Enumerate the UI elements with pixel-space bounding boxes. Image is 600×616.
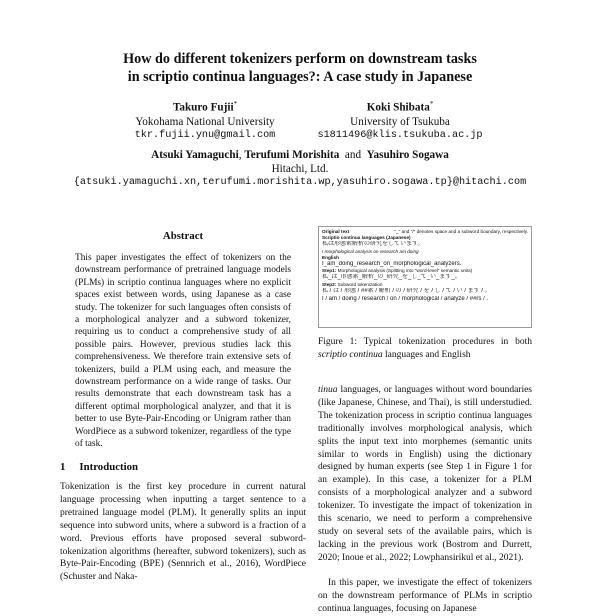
figure-step2-japanese: 私 / は / 形態 / ##素 / 解析 / の / 研究 / を / し / て / い / ます / 。: [322, 288, 491, 295]
author-name: Terufumi Morishita: [244, 149, 340, 161]
figure-japanese-sentence: 私は形態素解析の研究をしています。: [322, 241, 424, 248]
author-name: Koki Shibata: [366, 101, 430, 114]
paragraph-text: languages, or languages without word boundaries (like Japanese, Chinese, and Thai), is still understudied. The tokenization process in scriptio continua languages traditionally involves morphological analysis, which splits the input text into morphemes (semantic units similar to words in English) using the dictionary designed by human experts (see Step 1 in Figure 1 for an example). In this case, a tokenizer for a PLM consists of a morphological analyzer and a subword tokenizer. To investigate the impact of tokenization in this scenario, we need to perform a comprehensive study on several sets of the available pairs, which is lacking in the previous work (Bostrom and Durrett, 2020; Inoue et al., 2022; Lowphansirikul et al., 2021).: [318, 385, 533, 563]
equal-contribution-mark: *: [233, 100, 238, 108]
caption-prefix: Figure 1: Typical tokenization procedures in both: [318, 337, 532, 347]
continued-word: tinua: [318, 385, 338, 395]
right-column-paragraph: [318, 384, 532, 565]
author-affiliation: Hitachi, Ltd.: [271, 163, 329, 175]
figure-step2-label: Step2:: [322, 281, 337, 287]
figure-caption: [318, 336, 532, 362]
author-block-3: Atsuki Yamaguchi, Terufumi Morishita and Yasuhiro Sogawa Hitachi, Ltd. {atsuki.yamaguchi.xn,terufumi.morishita.wp,yasuhiro.sogawa.tp}@hitachi.com: [0, 148, 600, 190]
figure-english-label: English: [322, 254, 339, 260]
author-name: Takuro Fujii: [172, 101, 234, 114]
figure-english-sentence: I_am_doing_research_on_morphological_analyzers.: [322, 260, 462, 267]
figure-sc-label: Scriptio continua languages (Japanese): [322, 235, 411, 241]
figure-step1-label: Step1:: [322, 268, 337, 274]
introduction-text: Tokenization is the first key procedure in current natural language processing when inputting a target sentence to a pretrained language model (PLM). It generally splits an input sequence into subword units, where a subword is a fraction of a word. Previous efforts have proposed several subword-tokenization algorithms (hereafter, subword tokenizers), such as Byte-Pair-Encoding (BPE) (Sennrich et al., 2016), WordPiece (Schuster and Naka-: [60, 482, 306, 583]
figure-step1-result: 私_は_形態素_解析_の_研究_を_し_て_い_ます_。: [322, 274, 461, 281]
section-title: Introduction: [79, 461, 139, 473]
figure-1: [318, 226, 532, 328]
author-affiliation: University of Tsukuba: [350, 115, 450, 128]
figure-step2-desc: Subword tokenization: [337, 281, 383, 287]
and-word: and: [344, 149, 362, 161]
author-affiliation: Yokohama National University: [135, 115, 275, 128]
abstract-text: This paper investigates the effect of tokenizers on the downstream performance of pretrained language models (PLMs) in scriptio continua languages where no explicit spaces exist between words, using Japanese as a case study. The tokenizer for such languages often consists of a morphological analyzer and a subword tokenizer, requiring us to conduct a comprehensive study of all possible pairs. However, previous studies lack this comprehensiveness. We therefore train extensive sets of tokenizers, build a PLM using each, and measure the downstream performance on a wide range of tasks. Our results demonstrate that each downstream task has a different optimal morphological analyzer, and that it is better to use Byte-Pair-Encoding or Unigram rather than WordPiece as a subword tokenizer, regardless of the type of task.: [75, 253, 291, 450]
author-name: Yasuhiro Sogawa: [366, 149, 449, 161]
author-email[interactable]: s1811496@klis.tsukuba.ac.jp: [317, 129, 483, 141]
author-email[interactable]: tkr.fujii.ynu@gmail.com: [134, 129, 276, 141]
paper-title: [0, 50, 600, 86]
author-email[interactable]: {atsuki.yamaguchi.xn,terufumi.morishita.wp,yasuhiro.sogawa.tp}@hitachi.com: [73, 177, 527, 188]
title-line-2: in scriptio continua languages?: A case study in Japanese: [127, 69, 473, 85]
section-number: 1: [60, 461, 66, 473]
right-column-paragraph-2: In this paper, we investigate the effect of tokenizers on the downstream performance of PLMs in scriptio continua languages, focusing on Japanese: [318, 578, 532, 614]
author-block-2: [280, 97, 520, 143]
abstract-heading: Abstract: [162, 230, 204, 242]
caption-italic: scriptio continua: [318, 349, 383, 360]
figure-original-label: Original text: [322, 229, 350, 234]
caption-suffix: languages and English: [385, 349, 471, 360]
author-name: Atsuki Yamaguchi: [151, 149, 239, 161]
figure-step1-desc: Morphological analysis (Splitting into "word-level" semantic units): [337, 268, 473, 274]
figure-step2-english: I / am / doing / research / on / morphological / analyze / ##rs / .: [322, 295, 489, 302]
figure-legend: "_" and "/" denotes space and a subword boundary, respectively.: [394, 229, 528, 234]
equal-contribution-mark: *: [429, 100, 434, 108]
title-line-1: How do different tokenizers perform on downstream tasks: [123, 51, 477, 67]
section-heading: [60, 461, 152, 473]
figure-japanese-gloss: I morphological analysis on research am doing: [322, 248, 419, 254]
